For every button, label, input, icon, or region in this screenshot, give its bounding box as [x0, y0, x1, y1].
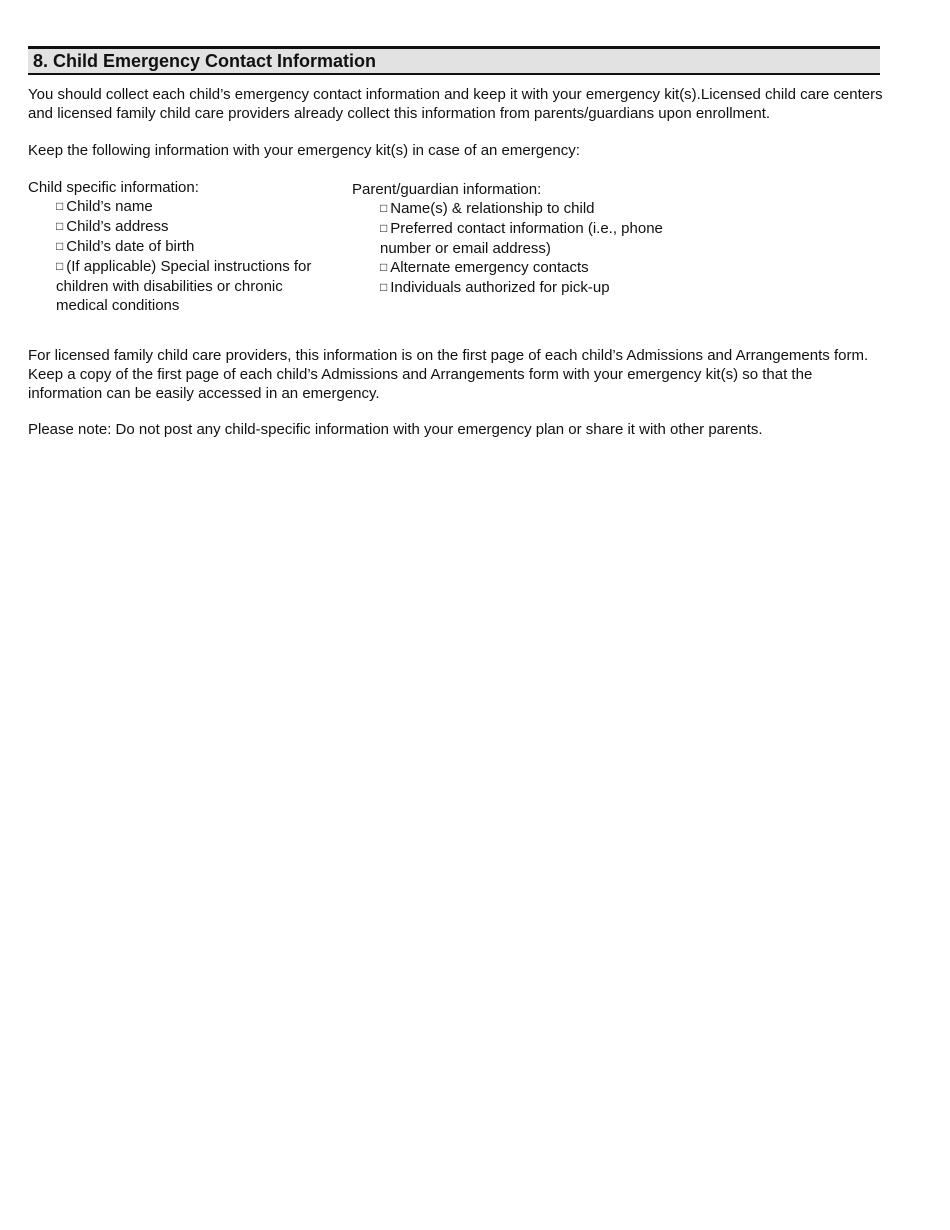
parent-info-title: Parent/guardian information:	[352, 181, 542, 198]
checklist-item-label: Individuals authorized for pick-up	[390, 279, 610, 296]
checklist-item	[56, 197, 328, 217]
licensed-providers-paragraph: For licensed family child care providers, this information is on the first page of each child’s Admissions and Arrangements form. Keep a copy of the first page of each child’s Admissions and Arrangements form with your emergency kit(s) so that the information can be easily accessed in an emergency.	[28, 347, 869, 402]
child-info-checklist	[28, 197, 328, 315]
checkbox-icon: □	[380, 260, 388, 274]
checklist-item	[380, 199, 692, 219]
checklist-item-label: Name(s) & relationship to child	[390, 200, 595, 217]
checklist-item-label: Preferred contact information (i.e., phone number or email address)	[380, 220, 663, 257]
checklist-item	[380, 278, 692, 298]
checklist-item	[380, 219, 692, 258]
checkbox-icon: □	[380, 221, 388, 235]
checklist-item-label: Child’s address	[66, 218, 169, 235]
checklist-item-label: Child’s name	[66, 198, 153, 215]
keep-paragraph: Keep the following information with your emergency kit(s) in case of an emergency:	[28, 142, 580, 159]
checkbox-icon: □	[380, 280, 388, 294]
intro-paragraph: You should collect each child’s emergency contact information and keep it with your emergency kit(s).Licensed child care centers and licensed family child care providers already collect this information from parents/guardians upon enrollment.	[28, 86, 883, 122]
checklist-item	[56, 217, 328, 237]
checkbox-icon: □	[380, 201, 388, 215]
parent-info-checklist	[352, 199, 692, 298]
checklist-item-label: Child’s date of birth	[66, 238, 195, 255]
note-paragraph: Please note: Do not post any child-specific information with your emergency plan or share it with other parents.	[28, 421, 763, 438]
checkbox-icon: □	[56, 259, 64, 273]
parent-info-column	[352, 180, 692, 298]
checkbox-icon: □	[56, 199, 64, 213]
child-info-column	[28, 178, 328, 315]
checklist-item	[380, 258, 692, 278]
checkbox-icon: □	[56, 239, 64, 253]
checklist-item	[56, 237, 328, 257]
checkbox-icon: □	[56, 219, 64, 233]
section-header	[28, 46, 880, 75]
child-info-title: Child specific information:	[28, 179, 199, 196]
checklist-item-label: (If applicable) Special instructions for children with disabilities or chronic medical conditions	[56, 258, 312, 314]
checklist-item-label: Alternate emergency contacts	[390, 259, 589, 276]
section-title: 8. Child Emergency Contact Information	[33, 51, 377, 71]
checklist-item	[56, 257, 328, 315]
